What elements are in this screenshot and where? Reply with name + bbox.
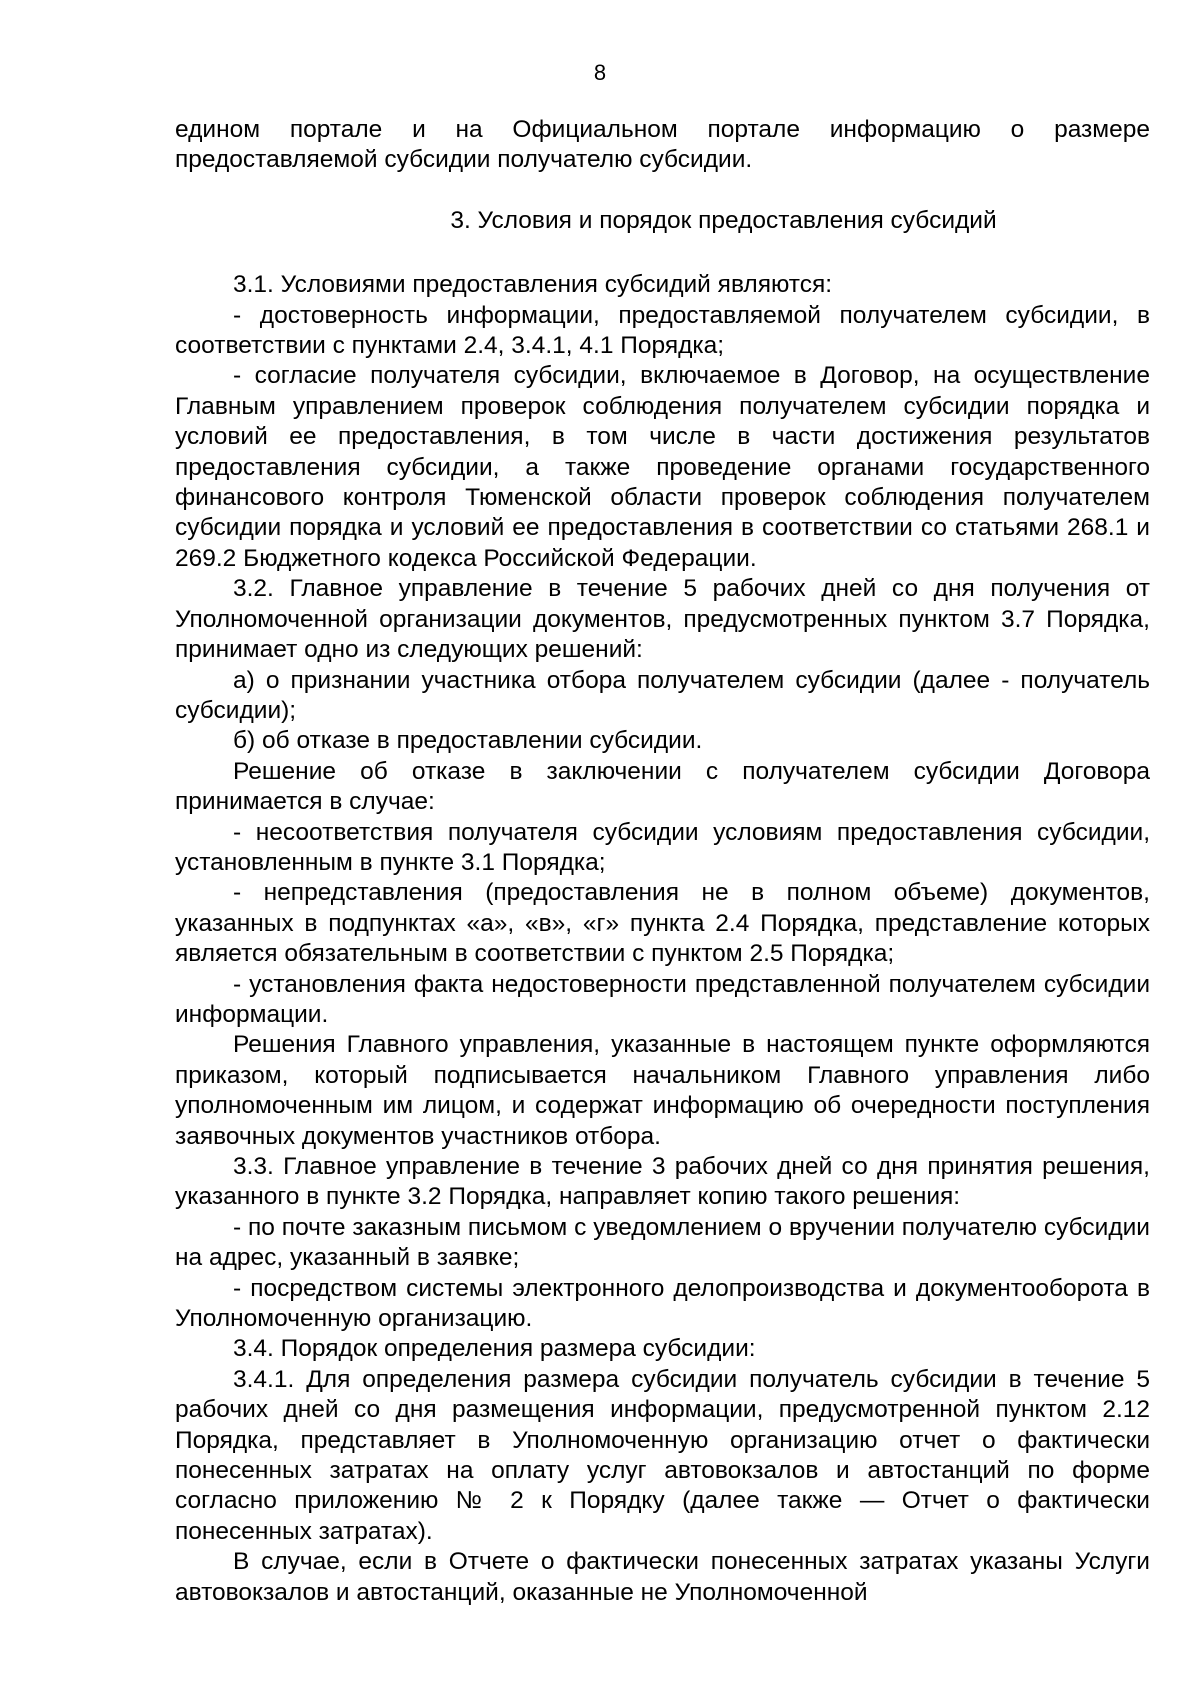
paragraph: Решения Главного управления, указанные в настоящем пункте оформляются приказом, который подписывается начальником Главного управления либо уполномоченным им лицом, и содержат информацию об очередности поступления заявочных документов участников отбора. (175, 1031, 1150, 1150)
paragraph: - посредством системы электронного делопроизводства и документооборота в Уполномоченную организацию. (175, 1274, 1150, 1333)
paragraph: 3.4.1. Для определения размера субсидии получатель субсидии в течение 5 рабочих дней со дня размещения информации, предусмотренной пунктом 2.12 Порядка, представляет в Уполномоченную организацию отчет о фактически понесенных затратах на оплату услуг автовокзалов и автостанций по форме согласно приложению № 2 к Порядку (далее также — Отчет о фактически понесенных затратах). (175, 1365, 1150, 1545)
paragraph: 3.4. Порядок определения размера субсидии: (233, 1335, 756, 1363)
paragraph: б) об отказе в предоставлении субсидии. (233, 727, 703, 755)
paragraph: - несоответствия получателя субсидии условиям предоставления субсидии, установленным в пункте 3.1 Порядка; (175, 818, 1150, 876)
paragraph: В случае, если в Отчете о фактически понесенных затратах указаны Услуги автовокзалов и автостанций, оказанные не Уполномоченной (175, 1548, 1150, 1606)
paragraph: 3.2. Главное управление в течение 5 рабочих дней со дня получения от Уполномоченной организации документов, предусмотренных пунктом 3.7 Порядка, принимает одно из следующих решений: (175, 575, 1150, 664)
page-number: 8 (593, 60, 607, 85)
paragraph: - установления факта недостоверности представленной получателем субсидии информации. (175, 970, 1150, 1028)
section-title: 3. Условия и порядок предоставления субсидий (450, 206, 997, 234)
paragraph: - согласие получателя субсидии, включаемое в Договор, на осуществление Главным управлением проверок соблюдения получателем субсидии порядка и условий ее предоставления, в том числе в части достижения результатов предоставления субсидии, а также проведение органами государственного финансового контроля Тюменской области проверок соблюдения получателем субсидии порядка и условий ее предоставления в соответствии со статьями 268.1 и 269.2 Бюджетного кодекса Российской Федерации. (175, 362, 1150, 572)
document-body (175, 115, 1150, 1608)
paragraph: а) о признании участника отбора получателем субсидии (далее - получатель субсидии); (175, 666, 1150, 724)
paragraph: - непредставления (предоставления не в полном объеме) документов, указанных в подпунктах «а», «в», «г» пункта 2.4 Порядка, представление которых является обязательным в соответствии с пунктом 2.5 Порядка; (175, 879, 1150, 968)
paragraph: - достоверность информации, предоставляемой получателем субсидии, в соответствии с пунктами 2.4, 3.4.1, 4.1 Порядка; (175, 301, 1150, 360)
paragraph: 3.1. Условиями предоставления субсидий являются: (233, 271, 833, 299)
continuation-paragraph: едином портале и на Официальном портале информацию о размере предоставляемой субсидии получателю субсидии. (175, 116, 1150, 174)
paragraph: 3.3. Главное управление в течение 3 рабочих дней со дня принятия решения, указанного в пункте 3.2 Порядка, направляет копию такого решения: (175, 1153, 1150, 1211)
paragraph: - по почте заказным письмом с уведомлением о вручении получателю субсидии на адрес, указанный в заявке; (175, 1213, 1150, 1272)
paragraph: Решение об отказе в заключении с получателем субсидии Договора принимается в случае: (175, 757, 1150, 816)
